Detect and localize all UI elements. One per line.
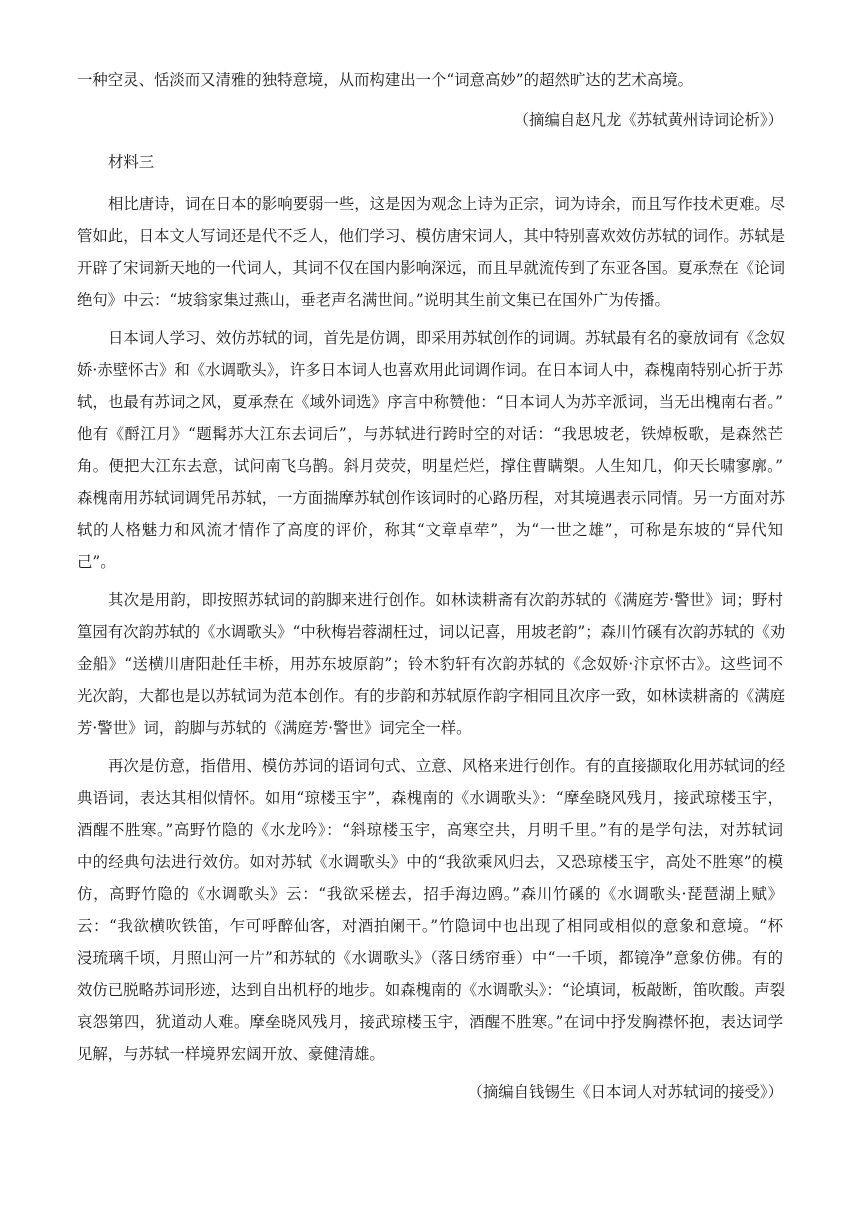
text-line: 浸琉璃千顷，月照山河一片”和苏轼的《水调歌头》（落日绣帘垂）中“一千顷，都镜净”意象仿佛。有的 <box>77 949 783 967</box>
text-line: 其次是用韵，即按照苏轼词的韵脚来进行创作。如林读耕斋有次韵苏轼的《满庭芳·警世》词；野村 <box>108 591 783 609</box>
text-line: 开辟了宋词新天地的一代词人，其词不仅在国内影响深远，而且早就流传到了东亚各国。夏承焘在《论词 <box>77 259 785 277</box>
paragraph-4 <box>77 750 786 1070</box>
text-line: 再次是仿意，指借用、模仿苏词的语词句式、立意、风格来进行创作。有的直接撷取化用苏轼词的经 <box>108 757 786 775</box>
paragraph-1 <box>77 188 786 316</box>
text-line: 中的经典句法进行效仿。如对苏轼《水调歌头》中的“我欲乘风归去，又恐琼楼玉宇，高处不胜寒”的模 <box>77 853 783 871</box>
text-line: 金船》“送横川唐阳赴任丰桥，用苏东坡原韵”；铃木豹轩有次韵苏轼的《念奴娇·汴京怀古》。这些词不 <box>77 655 783 673</box>
section-heading-material-3: 材料三 <box>108 153 155 171</box>
text-line: 哀怨第四，犹道动人难。摩垒晓风残月，接武琼楼玉宇，酒醒不胜寒。”在词中抒发胸襟怀抱，表达词学 <box>77 1013 783 1031</box>
text-line: 管如此，日本文人写词还是代不乏人，他们学习、模仿唐宋词人，其中特别喜欢效仿苏轼的词作。苏轼是 <box>77 227 785 245</box>
text-line: 角。便把大江东去意，试问南飞乌鹊。斜月荧荧，明星烂烂，撑住曹瞒槊。人生知几，仰天长啸寥廓。” <box>77 457 783 475</box>
text-line: 芳·警世》词，韵脚与苏轼的《满庭芳·警世》词完全一样。 <box>77 719 472 737</box>
source-citation-2: （摘编自钱锡生《日本词人对苏轼词的接受》） <box>467 1083 783 1101</box>
text-line: 一种空灵、恬淡而又清雅的独特意境，从而构建出一个“词意高妙”的超然旷达的艺术高境。 <box>77 71 693 89</box>
text-line: 效仿已脱略苏词形迹，达到自出机杼的地步。如森槐南的《水调歌头》：“论填词，板敲断，笛吹酸。声裂 <box>77 981 786 999</box>
text-line: 轼的人格魅力和风流才情作了高度的评价，称其“文章卓荦”，为“一世之雄”，可称是东坡的“异代知 <box>77 521 783 539</box>
text-line: 光次韵，大都也是以苏轼词为范本创作。有的步韵和苏轼原作韵字相同且次序一致，如林读耕斋的《满庭 <box>77 687 785 705</box>
source-citation-1: （摘编自赵凡龙《苏轼黄州诗词论析》） <box>513 111 783 129</box>
intro-paragraph <box>77 64 783 96</box>
text-line: 森槐南用苏轼词调凭吊苏轼，一方面揣摩苏轼创作该词时的心路历程，对其境遇表示同情。另一方面对苏 <box>77 489 785 507</box>
text-line: 见解，与苏轼一样境界宏阔开放、豪健清雄。 <box>77 1045 385 1063</box>
text-line: 他有《酹江月》“题髯苏大江东去词后”，与苏轼进行跨时空的对话：“我思坡老，铁焯板歌，是森然芒 <box>77 425 783 443</box>
text-line: 娇·赤壁怀古》和《水调歌头》，许多日本词人也喜欢用此词调作词。在日本词人中，森槐南特别心折于苏 <box>77 361 783 379</box>
text-line: 己”。 <box>77 553 116 571</box>
text-line: 日本词人学习、效仿苏轼的词，首先是仿调，即采用苏轼创作的词调。苏轼最有名的豪放词有《念奴 <box>108 329 786 347</box>
text-line: 轼，也最有苏词之风，夏承焘在《域外词选》序言中称赞他：“日本词人为苏辛派词，当无出槐南右者。” <box>77 393 783 411</box>
paragraph-3 <box>77 584 786 744</box>
text-line: 绝句》中云：“坡翁家集过燕山，垂老声名满世间。”说明其生前文集已在国外广为传播。 <box>77 291 670 309</box>
text-line: 云：“我欲横吹铁笛，乍可呼醉仙客，对酒拍阑干。”竹隐词中也出现了相同或相似的意象和意境。“杯 <box>77 917 783 935</box>
paragraph-2 <box>77 322 786 578</box>
text-line: 酒醒不胜寒。”高野竹隐的《水龙吟》：“斜琼楼玉宇，高寒空共，月明千里。”有的是学句法，对苏轼词 <box>77 821 783 839</box>
text-line: 相比唐诗，词在日本的影响要弱一些，这是因为观念上诗为正宗，词为诗余，而且写作技术更难。尽 <box>108 195 786 213</box>
text-line: 仿，高野竹隐的《水调歌头》云：“我欲采槎去，招手海边鸥。”森川竹磎的《水调歌头·琵琶湖上赋》 <box>77 885 783 903</box>
text-line: 典语词，表达其相似情怀。如用“琼楼玉宇”，森槐南的《水调歌头》：“摩垒晓风残月，接武琼楼玉宇， <box>77 789 783 807</box>
text-line: 篁园有次韵苏轼的《水调歌头》“中秋梅岩蓉湖枉过，词以记喜，用坡老韵”；森川竹磎有次韵苏轼的《劝 <box>77 623 786 641</box>
document-page <box>77 64 786 1118</box>
